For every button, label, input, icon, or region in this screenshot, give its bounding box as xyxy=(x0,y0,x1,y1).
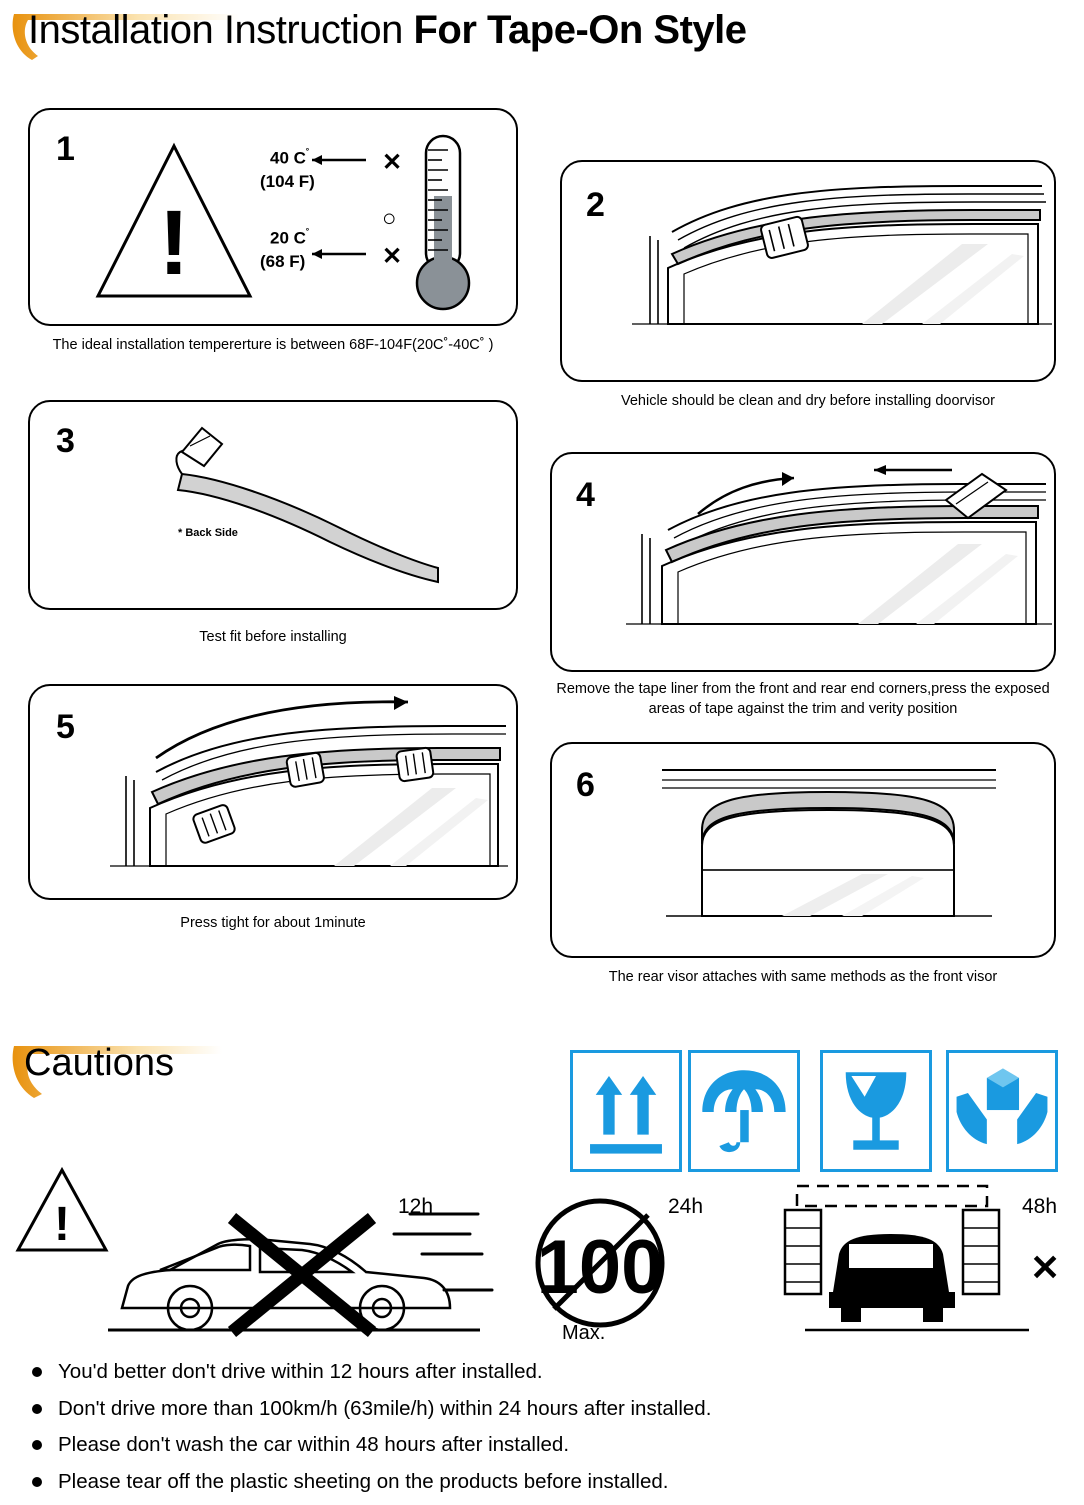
step-panel-6 xyxy=(550,742,1056,958)
bullet-dot-icon xyxy=(32,1440,42,1450)
step-caption-6: The rear visor attaches with same methods as the front visor xyxy=(608,969,998,985)
step-number-2: 2 xyxy=(586,186,605,224)
speed-hours-label: 24h xyxy=(668,1195,704,1218)
bullet-dot-icon xyxy=(32,1367,42,1377)
page-title-part1: Installation Instruction xyxy=(28,8,414,52)
step5-illustration xyxy=(108,696,508,892)
caution-note-text: Please don't wash the car within 48 hours after installed. xyxy=(58,1433,570,1457)
temp-low-fahrenheit: (68 F) xyxy=(260,252,306,271)
list-item xyxy=(16,1358,1066,1386)
this-side-up-icon xyxy=(570,1050,682,1172)
step-panel-3 xyxy=(28,400,518,610)
handle-with-care-icon xyxy=(946,1050,1058,1172)
back-side-label: * Back Side xyxy=(178,527,238,539)
step6-illustration xyxy=(662,758,1002,944)
no-wash-cross-mark: ✕ xyxy=(1030,1247,1061,1288)
step3-illustration xyxy=(130,416,520,596)
cautions-title: Cautions xyxy=(24,1042,174,1084)
list-item xyxy=(16,1468,1066,1496)
step2-illustration xyxy=(632,174,1052,364)
step-number-4: 4 xyxy=(576,476,595,514)
caution-note-text: You'd better don't drive within 12 hours after installed. xyxy=(58,1360,543,1383)
step-number-6: 6 xyxy=(576,766,595,804)
step-number-5: 5 xyxy=(56,708,75,746)
caution-notes-list xyxy=(16,1358,1066,1505)
step-panel-4 xyxy=(550,452,1056,672)
svg-text:✕: ✕ xyxy=(382,149,403,176)
step4-illustration xyxy=(622,464,1052,664)
keep-dry-umbrella-icon xyxy=(688,1050,800,1172)
fragile-glass-icon xyxy=(820,1050,932,1172)
step-caption-4: Remove the tape liner from the front and rear end corners,press the exposed areas of tape against the trim and verity position xyxy=(556,681,1050,717)
page-title xyxy=(28,8,747,53)
page-header xyxy=(0,0,1084,78)
step-panel-1 xyxy=(28,108,518,326)
no-wash-hours-label: 48h xyxy=(1022,1195,1058,1218)
step-caption-3: Test fit before installing xyxy=(199,629,347,645)
bullet-dot-icon xyxy=(32,1477,42,1487)
step-caption-1: The ideal installation tempererture is between 68F-104F(20C˚-40C˚ ) xyxy=(52,337,494,353)
bullet-dot-icon xyxy=(32,1404,42,1414)
list-item xyxy=(16,1431,1066,1459)
svg-text:✕: ✕ xyxy=(382,243,403,270)
svg-text:!: ! xyxy=(158,192,190,294)
speed-limit-max-label: Max. xyxy=(562,1322,606,1344)
page-title-part2: For Tape-On Style xyxy=(413,8,747,52)
no-drive-hours-label: 12h xyxy=(398,1195,434,1218)
list-item xyxy=(16,1395,1066,1423)
step-panel-2 xyxy=(560,160,1056,382)
step-caption-5: Press tight for about 1minute xyxy=(180,915,366,931)
step-caption-2: Vehicle should be clean and dry before installing doorvisor xyxy=(620,393,995,409)
step-panel-5 xyxy=(28,684,518,900)
temp-high-celsius: 40 C˚ xyxy=(270,148,310,168)
caution-note-text: Don't drive more than 100km/h (63mile/h) within 24 hours after installed. xyxy=(58,1396,712,1420)
svg-text:!: ! xyxy=(54,1198,70,1251)
caution-note-text: Please tear off the plastic sheeting on the products before installed. xyxy=(58,1470,669,1494)
step-number-1: 1 xyxy=(56,130,75,168)
no-driving-12h-illustration xyxy=(10,1160,510,1360)
speed-limit-value: 100 xyxy=(536,1225,664,1310)
temp-high-fahrenheit: (104 F) xyxy=(260,172,315,191)
step-number-3: 3 xyxy=(56,422,75,460)
svg-text:○: ○ xyxy=(382,205,397,232)
temp-low-celsius: 20 C˚ xyxy=(270,228,310,248)
